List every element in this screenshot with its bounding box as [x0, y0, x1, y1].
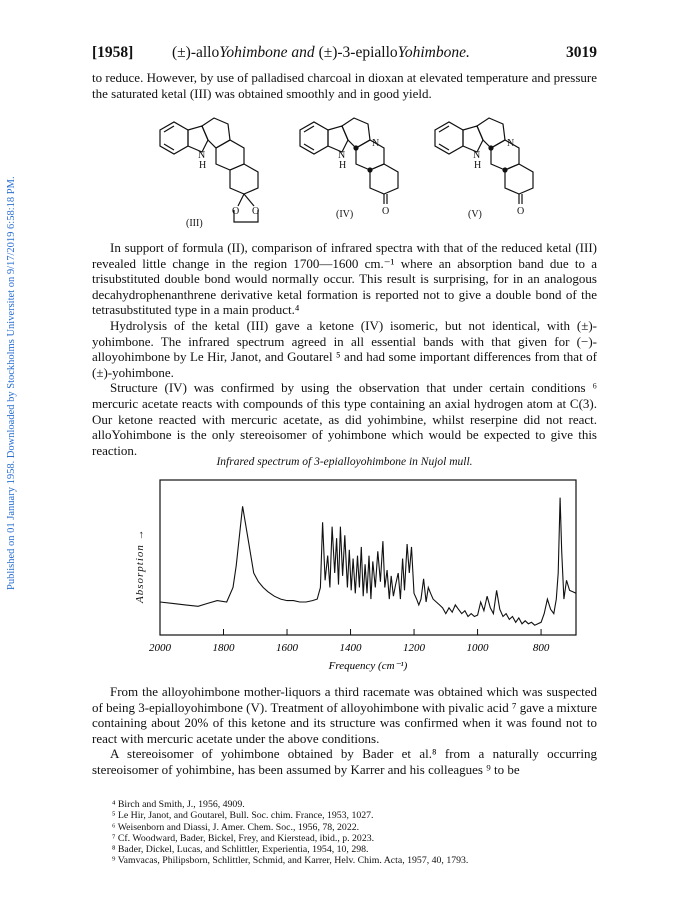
o-label-III-b: O: [252, 206, 260, 217]
title-part-3: (±)-3-epiallo: [314, 44, 398, 61]
nh-label-IV: N: [338, 150, 346, 161]
intro-text: to reduce. However, by use of palladised charcoal in dioxan at elevated temperature and pressure the saturated ketal (III) was obtained smoothly and in good yield.: [92, 70, 597, 101]
download-watermark: Published on 01 January 1958. Downloaded by Stockholms Universitet on 9/17/2019 6:58:18 PM.: [6, 176, 17, 590]
footnotes: [112, 799, 592, 867]
chemical-structures: [150, 112, 570, 232]
intro-paragraph: [92, 70, 597, 101]
plot-frame: [160, 480, 576, 635]
x-tick-label: 1200: [403, 642, 426, 654]
footnote: ⁶ Weisenborn and Diassi, J. Amer. Chem. Soc., 1956, 78, 2022.: [112, 821, 360, 833]
footnote: ⁵ Le Hir, Janot, and Goutarel, Bull. Soc. chim. France, 1953, 1027.: [112, 810, 374, 822]
label-V: (V): [468, 209, 482, 220]
o-label-V: O: [517, 206, 525, 217]
footnote: ⁹ Vamvacas, Philipsborn, Schlittler, Schmid, and Karrer, Helv. Chim. Acta, 1957, 40, 1793.: [112, 855, 469, 867]
paragraph-5: A stereoisomer of yohimbone obtained by Bader et al.⁸ from a naturally occurring stereoisomer of yohimbine, has been assumed by Karrer and his colleagues ⁹ to be: [92, 746, 597, 777]
spectrum-trace: [160, 498, 576, 626]
body-section-1: [92, 240, 597, 458]
h-label-III: H: [199, 160, 207, 171]
title-part-1: (±)-allo: [172, 44, 220, 61]
running-title: [172, 44, 470, 62]
x-tick-label: 800: [532, 642, 550, 654]
x-axis-label: Frequency (cm⁻¹): [328, 660, 408, 672]
nh-label-III: N: [198, 150, 206, 161]
y-axis-label: Absorption →: [134, 528, 146, 603]
footnote: ⁴ Birch and Smith, J., 1956, 4909.: [112, 799, 245, 810]
o-label-IV: O: [382, 206, 390, 217]
paragraph-1: In support of formula (II), comparison of infrared spectra with that of the reduced ketal (III) revealed little change in the region 1700—1600 cm.⁻¹ where an absorption band due to a trisubstituted double bond would normally occur. This result is surprising, for in an analogous decahydrophenanthrene derivative ketal formation is reported not to give a double bond of the tetrasubstituted type in a main product.⁴: [92, 240, 597, 318]
paragraph-4: From the alloyohimbone mother-liquors a third racemate was obtained which was suspected of being 3-epialloyohimbone (V). Treatment of alloyohimbone with pivalic acid ⁷ gave a mixture containing about 20% of this ketone and its structure was confirmed when it was found not to react with mercuric acetate under the above conditions.: [92, 684, 597, 746]
x-tick-label: 2000: [149, 642, 171, 654]
running-header: [92, 44, 597, 66]
nh-label-V: N: [473, 150, 481, 161]
footnote: ⁷ Cf. Woodward, Bader, Bickel, Frey, and Kierstead, ibid., p. 2023.: [112, 832, 375, 844]
page-number: 3019: [566, 44, 597, 61]
journal-year: [1958]: [92, 44, 134, 61]
x-tick-label: 1400: [339, 642, 362, 654]
h-label-IV: H: [339, 160, 347, 171]
x-tick-label: 1000: [466, 642, 489, 654]
paragraph-2: Hydrolysis of the ketal (III) gave a ketone (IV) isomeric, but not identical, with (±)-yohimbone. The infrared spectrum agreed in all essential bands with that given for (−)-alloyohimbone by Le Hir, Janot, and Goutarel ⁵ and had some important differences from that of (±)-yohimbone.: [92, 317, 597, 380]
structure-IV: [300, 118, 398, 204]
h-label-V: H: [474, 160, 482, 171]
structure-III: [160, 118, 258, 222]
o-label-III-a: O: [232, 206, 240, 217]
x-tick-label: 1600: [276, 642, 299, 654]
body-section-2: [92, 684, 597, 778]
title-part-2: Yohimbone and: [219, 44, 315, 61]
n-label-V: N: [507, 138, 515, 149]
footnote: ⁸ Bader, Dickel, Lucas, and Schlittler, Experientia, 1954, 10, 298.: [112, 844, 369, 856]
label-IV: (IV): [336, 209, 354, 220]
paragraph-3: Structure (IV) was confirmed by using the observation that under certain conditions ⁶ mercuric acetate reacts with compounds of this type containing an axial hydrogen atom at C(3). Our ketone reacted with mercuric acetate, as did yohimbine, whilst reserpine did not react. alloYohimbone is the only stereoisomer of yohimbone which would be expected to give this reaction.: [92, 380, 597, 458]
structure-V: [435, 118, 533, 204]
ir-spectrum-chart: [140, 475, 582, 675]
x-tick-label: 1800: [212, 642, 235, 654]
figure-caption: Infrared spectrum of 3-epialloyohimbone in Nujol mull.: [216, 456, 473, 468]
label-III: (III): [186, 218, 203, 229]
title-part-4: Yohimbone.: [397, 44, 470, 61]
n-label-IV: N: [372, 138, 380, 149]
